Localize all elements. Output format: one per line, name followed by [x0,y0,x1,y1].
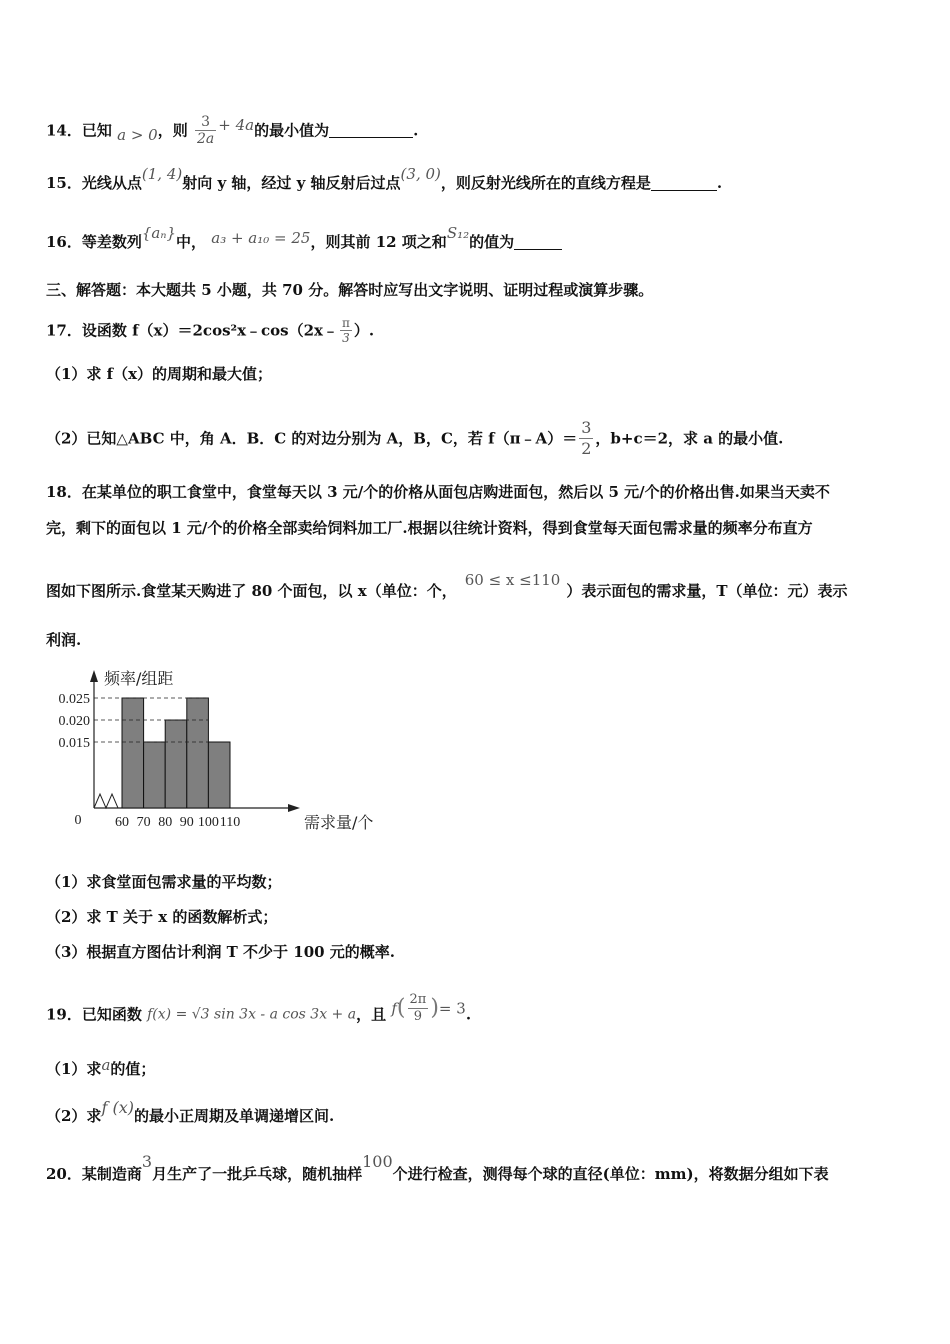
histogram-bar [208,742,230,808]
x-tick-label: 80 [158,815,173,830]
q18-part-3: （3）根据直方图估计利润 T 不少于 100 元的概率. [46,943,396,961]
q19-condition: f( $\frac{2\pi}{9}$ )= 3 [391,992,466,1024]
answer-blank[interactable] [514,235,562,250]
q17-fraction: $\frac{\pi}{3}$ [342,316,350,345]
x-tick-label: 70 [136,815,151,830]
q15-point-1: (1, 4) [141,165,183,183]
q16-equation: a₃ + a₁₀ = 25 [211,229,311,247]
q19-part-1: （1）求a的值； [46,1056,156,1078]
origin-label: 0 [74,813,82,828]
q17-stem: 17．设函数 f（x）＝2cos²x﹣cos（2x﹣ [46,321,338,340]
q17-part-1: （1）求 f（x）的周期和最大值； [46,365,273,383]
q17-part-2-fraction: $\frac{3}{2}$ [581,418,592,458]
x-tick-label: 90 [179,815,194,830]
answer-blank[interactable] [651,176,717,191]
y-tick-label: 0.020 [58,714,90,729]
question-number: 15． [46,174,82,192]
q14-text-pre: 已知 [81,121,112,140]
y-axis-arrow [90,670,98,682]
question-20: 20．某制造商3月生产了一批乒乓球，随机抽样100个进行检查，测得每个球的直径(单位：mm)，将数据分组如下表 [46,1152,829,1183]
y-axis-label: 频率/组距 [104,669,174,688]
question-17: 17．设函数 f（x）＝2cos²x﹣cos（2x﹣ $\frac{\pi}{3}$ ）. [46,316,375,345]
q14-condition: a > 0 [117,125,158,144]
question-19: 19．已知函数 f(x) = √3 sin 3x - a cos 3x + a，且 f( $\frac{2\pi}{9}$ )= 3. [46,992,472,1024]
histogram-bar [165,720,187,808]
question-14: 14．已知 a > 0，则 $\frac{3}{2a}$ + 4a的最小值为 . [46,114,419,147]
question-15: 15．光线从点(1, 4)射向 y 轴，经过 y 轴反射后过点(3, 0)，则反射光线所在的直线方程是 . [46,165,723,192]
q19-function: f(x) = √3 sin 3x - a cos 3x + a [147,1006,357,1023]
q14-text-mid: ，则 [157,121,188,140]
q14-text-post: 的最小值为 [254,121,330,140]
x-tick-label: 110 [219,815,241,830]
q18-part-2: （2）求 T 关于 x 的函数解析式； [46,908,278,926]
q18-line-2: 完，剩下的面包以 1 元/个的价格全部卖给饲料加工厂.根据以往统计资料，得到食堂每天面包需求量的频率分布直方 [46,519,813,537]
y-tick-label: 0.025 [58,692,90,707]
histogram-group [59,669,374,832]
frequency-histogram [46,662,406,837]
question-number: 19． [46,1005,82,1024]
question-number: 20． [46,1165,82,1183]
question-number: 16． [46,233,82,251]
q18-line-3: 图如下图所示.食堂某天购进了 80 个面包，以 x（单位：个，60 ≤ x ≤110）表示面包的需求量，T（单位：元）表示 [46,571,848,600]
q18-line-1: 18．在某单位的职工食堂中，食堂每天以 3 元/个的价格从面包店购进面包，然后以 5 元/个的价格出售.如果当天卖不 [46,483,830,501]
q14-fraction: $\frac{3}{2a}$ [196,114,215,147]
y-tick-label: 0.015 [58,736,90,751]
q15-point-2: (3, 0) [400,165,441,183]
x-axis-label: 需求量/个 [304,813,374,832]
q16-sequence: {aₙ} [141,224,176,242]
x-axis-arrow [288,804,300,812]
q18-part-1: （1）求食堂面包需求量的平均数； [46,873,282,891]
section-heading: 三、解答题：本大题共 5 小题，共 70 分。解答时应写出文字说明、证明过程或演算步骤。 [46,281,654,299]
question-16: 16．等差数列{aₙ}中， a₃ + a₁₀ = 25，则其前 12 项之和S₁₂的值为 [46,231,910,252]
histogram-bar [122,698,144,808]
q18-range: 60 ≤ x ≤110 [464,571,561,589]
q18-line-4: 利润. [46,631,82,649]
histogram-bar [187,698,209,808]
q19-part-2: （2）求f (x)的最小正周期及单调递增区间. [46,1098,335,1125]
histogram-bar [144,742,166,808]
q16-sum-symbol: S₁₂ [446,224,470,242]
axis-break [94,794,122,808]
answer-blank[interactable] [329,123,413,138]
x-tick-label: 60 [115,815,129,830]
q17-part-2: （2）已知△ABC 中，角 A．B．C 的对边分别为 A，B，C，若 f（π﹣A）＝ $\frac{3}{2}$ ，b+c＝2，求 a 的最小值. [46,418,784,458]
q14-term: + 4a [218,115,255,134]
question-number: 14． [46,121,82,140]
x-tick-label: 100 [197,815,219,830]
